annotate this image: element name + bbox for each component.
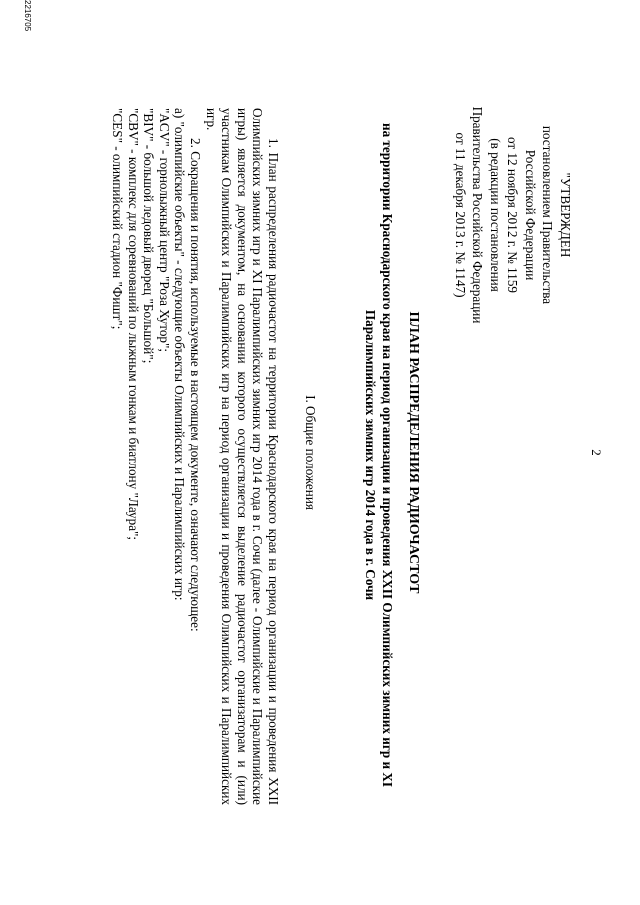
plan-title: ПЛАН РАСПРЕДЕЛЕНИЯ РАДИОЧАСТОТ	[406, 311, 421, 594]
list-item: "CES" - олимпийский стадион "Фишт";	[110, 108, 126, 330]
approval-line: "УТВЕРЖДЕН	[558, 172, 573, 258]
approval-line: Российской Федерации	[523, 149, 538, 281]
approval-stamp	[452, 65, 575, 365]
list-item: "ACV" - горнолыжный центр "Роза Хутор";	[156, 108, 172, 353]
approval-line: Правительства Российской Федерации	[470, 106, 486, 324]
approval-line: от 12 ноября 2012 г. № 1159	[505, 136, 521, 294]
plan-subtitle: на территории Краснодарского края на период организации и проведения XXII Олимпийских зимних игр и XI Паралимпийских зимних игр 2014 года в г. Сочи	[363, 122, 395, 788]
list-item: "CBV" - комплекс для соревнований по лыжным гонкам и биатлону "Лаура";	[125, 108, 141, 541]
list-item: "BIV" - большой ледовый дворец "Большой";	[141, 108, 157, 364]
paragraph-2: 2. Сокращения и понятия, используемые в настоящем документе, означают следующее:	[188, 138, 204, 632]
document-code: 2216705	[23, 0, 32, 32]
document-body	[109, 108, 281, 805]
list-item: а) "олимпийские объекты" - следующие объекты Олимпийских и Паралимпийских игр:	[172, 108, 188, 601]
approval-line: от 11 декабря 2013 г. № 1147)	[453, 132, 468, 298]
paragraph-1: 1. План распределения радиочастот на территории Краснодарского края на период организации и проведения XXII Олимпийских зимних игр и XI Паралимпийских зимних игр 2014 года в г. Сочи (далее - Олимпийские и Паралимпийские игры) является документом, на основании которого осуществляется выделение радиочастот организаторам и (или) участникам Олимпийских и Паралимпийских игр на период организации и проведения Олимпийских и Паралимпийских игр.	[203, 108, 281, 805]
approval-line: (в редакции постановления	[488, 138, 503, 292]
section-heading: I. Общие положения	[303, 395, 318, 510]
approval-line: постановлением Правительства	[540, 125, 556, 305]
page-number: 2	[589, 449, 604, 456]
